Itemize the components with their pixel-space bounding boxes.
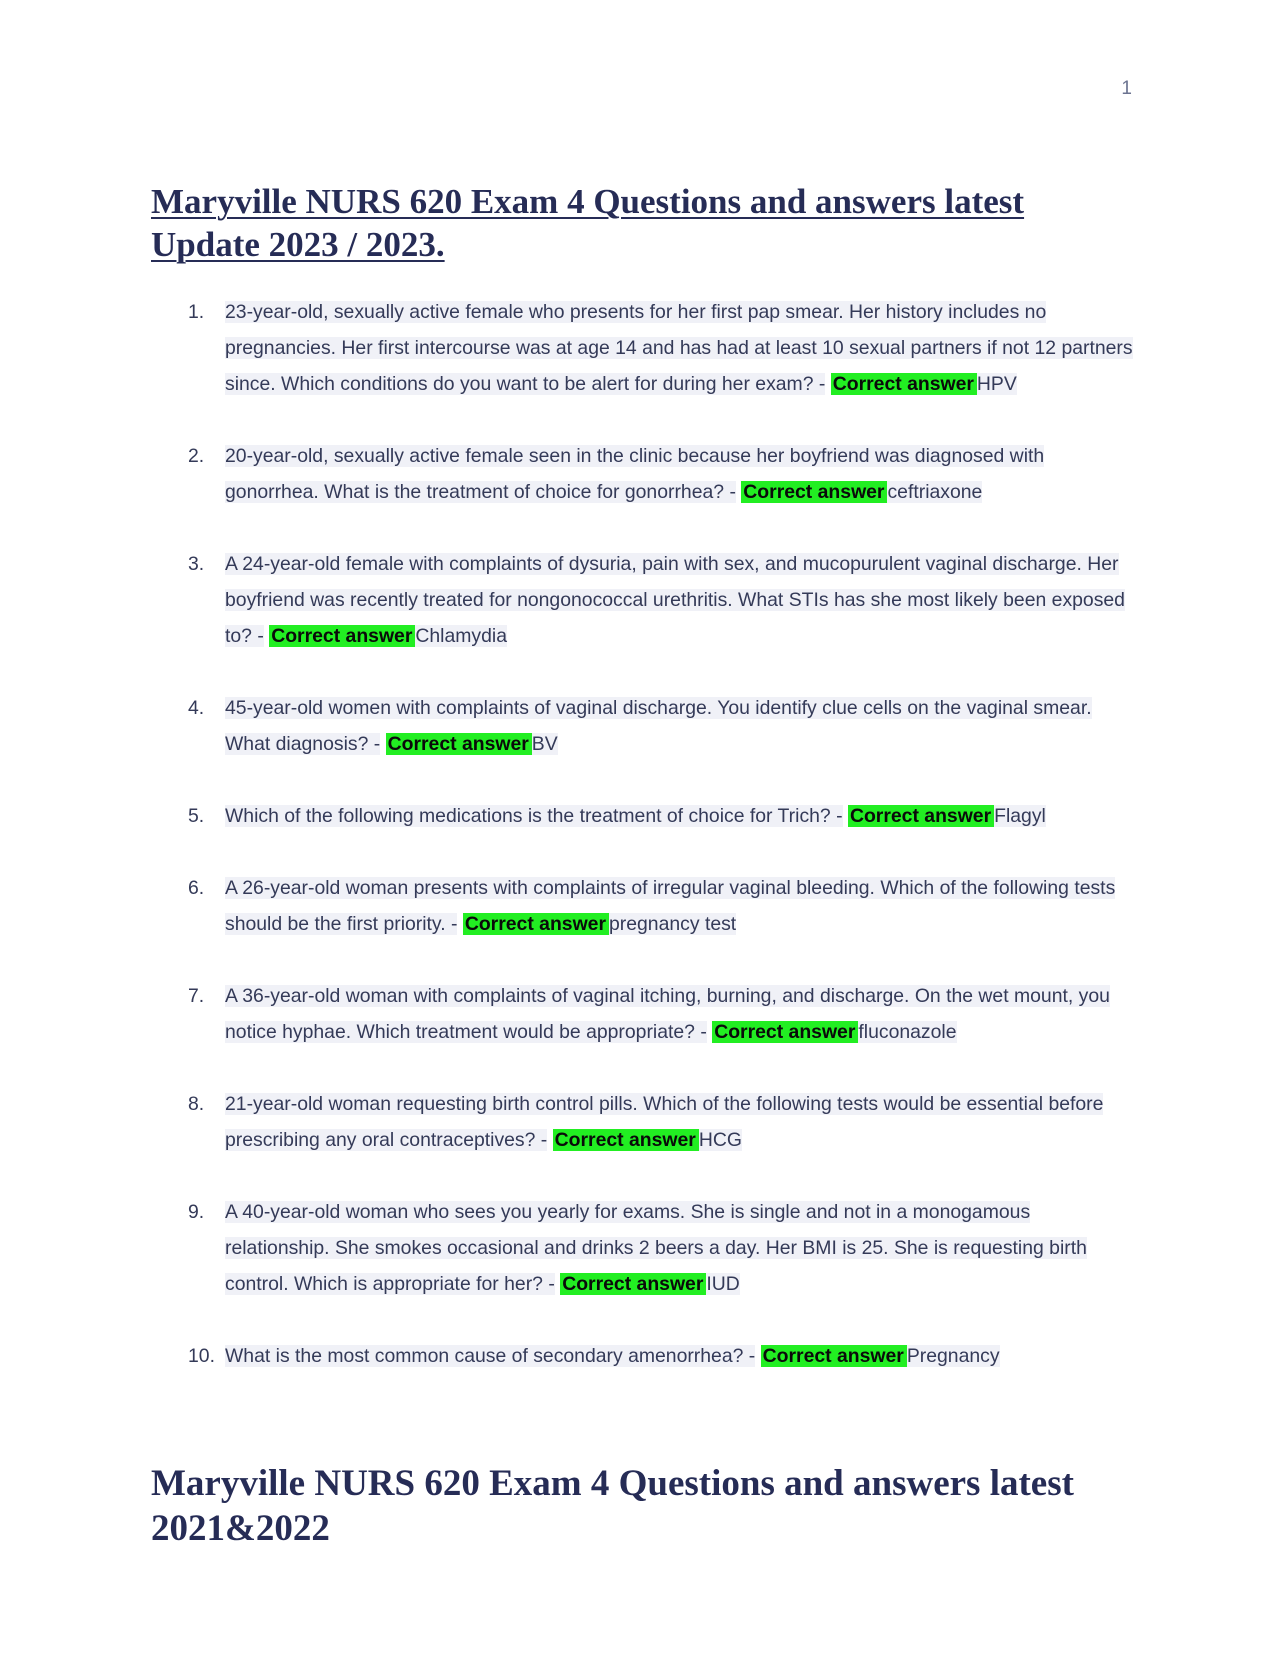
question-number: 10. xyxy=(188,1345,215,1367)
question-text: Which of the following medications is the treatment of choice for Trich? - xyxy=(225,805,843,827)
question-body xyxy=(225,870,1133,942)
question-number: 4. xyxy=(188,697,205,719)
question-number: 8. xyxy=(188,1093,205,1115)
question-text: A 24-year-old female with complaints of dysuria, pain with sex, and mucopurulent vaginal discharge. Her boyfriend was recently treated for nongonococcal urethritis. What STIs has she most likely been exposed to? - xyxy=(225,553,1125,647)
correct-answer-label: Correct answer xyxy=(463,913,609,935)
question-item xyxy=(188,1338,1133,1374)
question-item xyxy=(188,438,1133,510)
document-title: Maryville NURS 620 Exam 4 Questions and answers latest Update 2023 / 2023. xyxy=(151,182,1025,264)
question-body xyxy=(225,798,1133,834)
correct-answer-label: Correct answer xyxy=(712,1021,858,1043)
question-text: 23-year-old, sexually active female who presents for her first pap smear. Her history includes no pregnancies. Her first intercourse was at age 14 and has had at least 10 sexual partners if not 12 partners since. Which conditions do you want to be alert for during her exam? - xyxy=(225,301,1133,395)
correct-answer-label: Correct answer xyxy=(848,805,994,827)
question-item xyxy=(188,1194,1133,1302)
question-item xyxy=(188,798,1133,834)
question-item xyxy=(188,546,1133,654)
correct-answer-label: Correct answer xyxy=(831,373,977,395)
answer-text: HPV xyxy=(976,373,1017,395)
question-number: 1. xyxy=(188,301,205,323)
question-body xyxy=(225,978,1133,1050)
question-number: 9. xyxy=(188,1201,205,1223)
question-text: A 36-year-old woman with complaints of vaginal itching, burning, and discharge. On the wet mount, you notice hyphae. Which treatment would be appropriate? - xyxy=(225,985,1110,1043)
question-body xyxy=(225,690,1133,762)
question-body xyxy=(225,546,1133,654)
question-number: 6. xyxy=(188,877,205,899)
answer-text: Chlamydia xyxy=(415,625,507,647)
question-item xyxy=(188,294,1133,402)
question-body xyxy=(225,1086,1133,1158)
answer-text: HCG xyxy=(698,1129,742,1151)
question-text: 20-year-old, sexually active female seen in the clinic because her boyfriend was diagnosed with gonorrhea. What is the treatment of choice for gonorrhea? - xyxy=(225,445,1045,503)
answer-text: IUD xyxy=(706,1273,740,1295)
answer-text: Pregnancy xyxy=(906,1345,1000,1367)
answer-text: ceftriaxone xyxy=(887,481,983,503)
question-body xyxy=(225,1194,1133,1302)
question-item xyxy=(188,690,1133,762)
section-title: Maryville NURS 620 Exam 4 Questions and answers latest 2021&2022 xyxy=(151,1463,1074,1549)
question-text: 45-year-old women with complaints of vaginal discharge. You identify clue cells on the vaginal smear. What diagnosis? - xyxy=(225,697,1092,755)
correct-answer-label: Correct answer xyxy=(269,625,415,647)
question-item xyxy=(188,978,1133,1050)
correct-answer-label: Correct answer xyxy=(761,1345,907,1367)
question-body xyxy=(225,294,1133,402)
answer-text: BV xyxy=(531,733,558,755)
question-text: A 26-year-old woman presents with complaints of irregular vaginal bleeding. Which of the following tests should be the first priority. - xyxy=(225,877,1116,935)
answer-text: pregnancy test xyxy=(609,913,737,935)
question-item xyxy=(188,870,1133,942)
correct-answer-label: Correct answer xyxy=(553,1129,699,1151)
question-number: 5. xyxy=(188,805,205,827)
correct-answer-label: Correct answer xyxy=(386,733,532,755)
question-number: 3. xyxy=(188,553,205,575)
question-item xyxy=(188,1086,1133,1158)
question-number: 2. xyxy=(188,445,205,467)
correct-answer-label: Correct answer xyxy=(741,481,887,503)
question-number: 7. xyxy=(188,985,205,1007)
question-list xyxy=(188,294,1133,1410)
question-text: A 40-year-old woman who sees you yearly for exams. She is single and not in a monogamous relationship. She smokes occasional and drinks 2 beers a day. Her BMI is 25. She is requesting birth control. Which is appropriate for her? - xyxy=(225,1201,1087,1295)
question-body xyxy=(225,1338,1133,1374)
answer-text: Flagyl xyxy=(994,805,1046,827)
answer-text: fluconazole xyxy=(858,1021,957,1043)
correct-answer-label: Correct answer xyxy=(560,1273,706,1295)
question-body xyxy=(225,438,1133,510)
page-number: 1 xyxy=(1121,78,1132,99)
question-text: What is the most common cause of secondary amenorrhea? - xyxy=(225,1345,756,1367)
question-text: 21-year-old woman requesting birth control pills. Which of the following tests would be essential before prescribing any oral contraceptives? - xyxy=(225,1093,1104,1151)
